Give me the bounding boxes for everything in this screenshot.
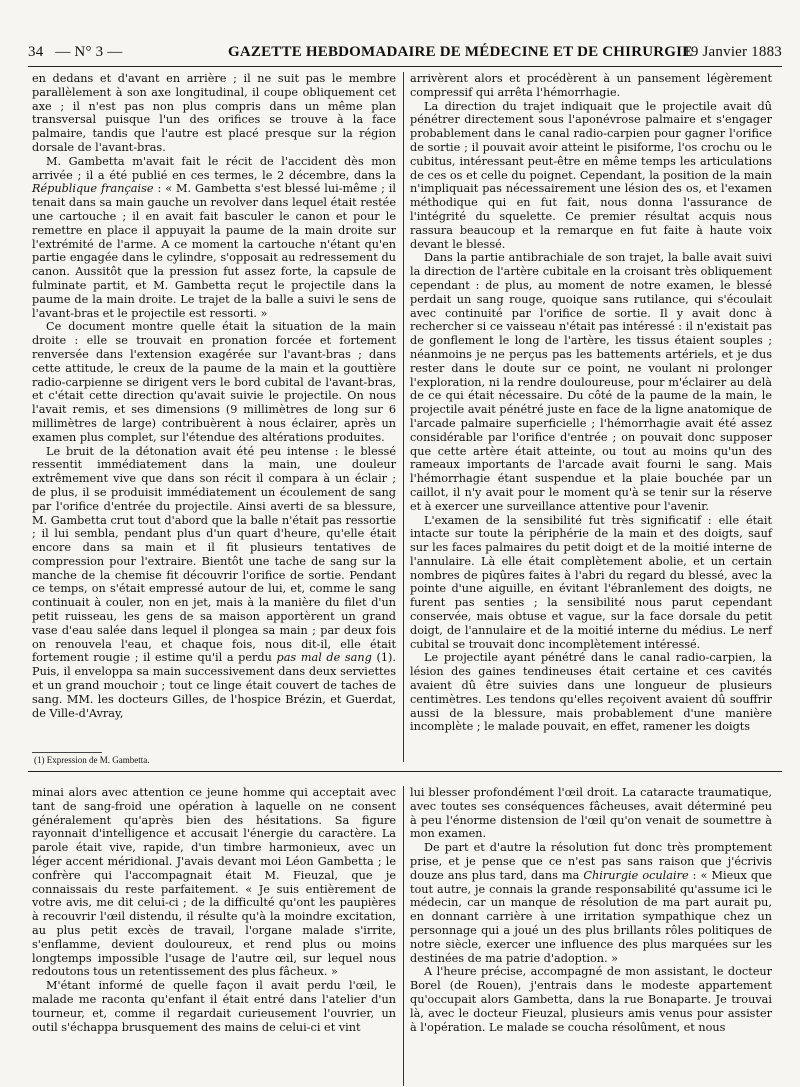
header-left — [28, 44, 122, 61]
column-divider — [403, 72, 404, 762]
paragraph: M'étant informé de quelle façon il avait perdu l'œil, le malade me raconta qu'enfant il était entré dans l'atelier d'un tourneur, et, comme il regardait curieusement l'ouvrier, un outil s'échappa brusquement des mains de celui-ci et vint — [32, 979, 396, 1034]
paragraph: arrivèrent alors et procédèrent à un pansement légèrement compressif qui arrêta l'hémorrhagie. — [410, 72, 772, 99]
paragraph: Le projectile ayant pénétré dans le canal radio-carpien, la lésion des gaines tendineuses était certaine et ces cavités avaient dû être suivies dans une longueur de plusieurs centimètres. Les tendons qu'elles reçoivent avaient dû souffrir aussi de la blessure, mais probablement d'une manière incomplète ; le malade pouvait, en effet, ramener les doigts — [410, 651, 772, 734]
paragraph: De part et d'autre la résolution fut donc très promptement prise, et je pense que ce n'est pas sans raison que j'écrivis douze ans plus tard, dans ma Chirurgie oculaire : « Mieux que tout autre, je connais la grande responsabilité qu'assume ici le médecin, car un manque de résolution de ma part aurait pu, en donnant carrière à une irritation sympathique chez un personnage qui a joué un des plus brillants rôles politiques de notre siècle, exercer une influence des plus marquées sur les destinées de ma patrie d'adoption. » — [410, 841, 772, 965]
paragraph: La direction du trajet indiquait que le projectile avait dû pénétrer directement sous l'aponévrose palmaire et s'engager probablement dans le canal radio-carpien pour gagner l'orifice de sortie ; il pouvait avoir atteint le pisiforme, l'os crochu ou le cubitus, intéressant peut-être en même temps les articulations de ces os et celle du poignet. Cependant, la position de la main n'impliquait pas nécessairement une lésion des os, et l'examen méthodique qui en fut fait, nous donna l'assurance de l'intégrité du squelette. Ce premier résultat acquis nous rassura beaucoup et la remarque en fut faite à haute voix devant le blessé. — [410, 99, 772, 251]
paragraph: A l'heure précise, accompagné de mon assistant, le docteur Borel (de Rouen), j'entrais dans le modeste appartement qu'occupait alors Gambetta, dans la rue Bonaparte. Je trouvai là, avec le docteur Fieuzal, plusieurs amis venus pour assister à l'opération. Le malade se coucha résolûment, et nous — [410, 965, 772, 1034]
footnote-rule — [32, 752, 102, 753]
paragraph: Le bruit de la détonation avait été peu intense : le blessé ressentit immédiatement dans la main, une douleur extrêmement vive que dans son récit il compara à un éclair ; de plus, il se produisit immédiatement un écoulement de sang par l'orifice d'entrée du projectile. Ainsi averti de sa blessure, M. Gambetta crut tout d'abord que la balle n'était pas ressortie ; il lui sembla, pendant plus d'un quart d'heure, qu'elle était encore dans sa main et il fit plusieurs tentatives de compression pour l'extraire. Bientôt une tache de sang sur la manche de la chemise fit découvrir l'orifice de sortie. Pendant ce temps, on s'était empressé autour de lui, et, comme le sang continuait à couler, non en jet, mais à la manière du filet d'un petit ruisseau, les gens de sa maison apportèrent un grand vase d'eau salée dans lequel il plongea sa main ; par deux fois on renouvela l'eau, et chaque fois, nous dit-il, elle était fortement rougie ; il estime qu'il a perdu pas mal de sang (1). Puis, il enveloppa sa main successivement dans deux serviettes et un grand mouchoir ; tout ce linge était couvert de taches de sang. MM. les docteurs Gilles, de l'hospice Brézin, et Guerdat, de Ville-d'Avray, — [32, 444, 396, 720]
paragraph: Dans la partie antibrachiale de son trajet, la balle avait suivi la direction de l'artère cubitale en la croisant très obliquement cependant : de plus, au moment de notre examen, le blessé perdait un sang rouge, quoique sans rutilance, qui s'écoulait avec continuité par l'orifice de sortie. Il y avait donc à rechercher si ce vaisseau n'était pas intéressé : il n'existait pas de gonflement le long de l'artère, les tissus étaient souples ; néanmoins je ne perçus pas les battements artériels, et je dus rester dans le doute sur ce point, ne voulant ni prolonger l'exploration, ni la rendre douloureuse, pour m'éclairer au delà de ce qui était nécessaire. Du côté de la paume de la main, le projectile avait pénétré juste en face de la ligne anatomique de l'arcade palmaire superficielle ; l'hémorrhagie avait été assez considérable par l'orifice d'entrée ; on pouvait donc supposer que cette artère était atteinte, ou tout au moins qu'un des rameaux importants de l'arcade avait fourni le sang. Mais l'hémorrhagie étant suspendue et la plaie bouchée par un caillot, il n'y avait pour le moment qu'à se tenir sur la réserve et à exercer une surveillance attentive pour l'avenir. — [410, 251, 772, 513]
paragraph: minai alors avec attention ce jeune homme qui acceptait avec tant de sang-froid une opération à laquelle on ne consent généralement qu'après bien des hésitations. Sa figure rayonnait d'intelligence et accusait l'énergie du caractère. La parole était vive, rapide, d'un timbre harmonieux, avec un léger accent méridional. J'avais devant moi Léon Gambetta ; le confrère qui l'accompagnait était M. Fieuzal, que je connaissais du reste parfaitement. « Je suis entièrement de votre avis, me dit celui-ci ; de la difficulté qu'ont les paupières à recouvrir l'œil distendu, il résulte qu'à la moindre excitation, au plus petit excès de travail, l'organe malade s'irrite, s'enflamme, devient douloureux, et rend plus ou moins longtemps impossible l'usage de l'autre œil, sur lequel nous redoutons tous un retentissement des plus fâcheux. » — [32, 786, 396, 979]
section-divider — [28, 771, 782, 772]
column-lower-right — [410, 786, 772, 1034]
paragraph: M. Gambetta m'avait fait le récit de l'accident dès mon arrivée ; il a été publié en ces termes, le 2 décembre, dans la République française : « M. Gambetta s'est blessé lui-même ; il tenait dans sa main gauche un revolver dans lequel était restée une cartouche ; il en avait fait basculer le canon et pour le remettre en place il appuyait la paume de la main droite sur l'extrémité de l'arme. A ce moment la cartouche n'étant qu'en partie engagée dans le cylindre, s'opposait au redressement du canon. Aussitôt que la pression fut assez forte, la capsule de fulminate partit, et M. Gambetta reçut le projectile dans la paume de la main droite. Le trajet de la balle a suivi le sens de l'avant-bras et le projectile est ressorti. » — [32, 154, 396, 320]
paragraph: Ce document montre quelle était la situation de la main droite : elle se trouvait en pronation forcée et fortement renversée dans l'extension exagérée sur l'avant-bras ; dans cette attitude, le creux de la paume de la main et la gouttière radio-carpienne se dirigent vers le bord cubital de l'avant-bras, et c'était cette direction qu'avait suivie le projectile. On nous l'avait remis, et ses dimensions (9 millimètres de long sur 6 millimètres de large) contribuèrent à nous éclairer, après un examen plus complet, sur l'étendue des altérations produites. — [32, 320, 396, 444]
column-upper-left — [32, 72, 396, 720]
paragraph: lui blesser profondément l'œil droit. La cataracte traumatique, avec toutes ses conséquences fâcheuses, avait déterminé peu à peu l'énorme distension de l'œil qu'on venait de soumettre à mon examen. — [410, 786, 772, 841]
issue-number: — N° 3 — — [55, 44, 123, 60]
issue-date: 19 Janvier 1883 — [683, 44, 782, 60]
column-upper-right — [410, 72, 772, 734]
column-lower-left — [32, 786, 396, 1034]
footnote: (1) Expression de M. Gambetta. — [34, 755, 150, 765]
column-divider — [403, 786, 404, 1086]
paragraph: en dedans et d'avant en arrière ; il ne suit pas le membre parallèlement à son axe longitudinal, il coupe obliquement cet axe ; il n'est pas non plus compris dans un même plan transversal puisque l'un des orifices se trouve à la face palmaire, tandis que l'autre est placé presque sur la région dorsale de l'avant-bras. — [32, 72, 396, 154]
journal-title: GAZETTE HEBDOMADAIRE DE MÉDECINE ET DE CHIRURGIE — [228, 44, 693, 60]
page-header — [28, 44, 782, 67]
paragraph: L'examen de la sensibilité fut très significatif : elle était intacte sur toute la périphérie de la main et des doigts, sauf sur les faces palmaires du petit doigt et de la moitié interne de l'annulaire. Là elle était complètement abolie, et un certain nombres de piqûres faites à l'abri du regard du blessé, avec la pointe d'une aiguille, en évitant l'ébranlement des doigts, ne furent pas senties ; la sensibilité nous parut cependant conservée, mais obtuse et vague, sur la face dorsale du petit doigt, de l'annulaire et de la moitié interne du médius. Le nerf cubital se trouvait donc incomplètement intéressé. — [410, 513, 772, 651]
page-number: 34 — [28, 44, 44, 60]
